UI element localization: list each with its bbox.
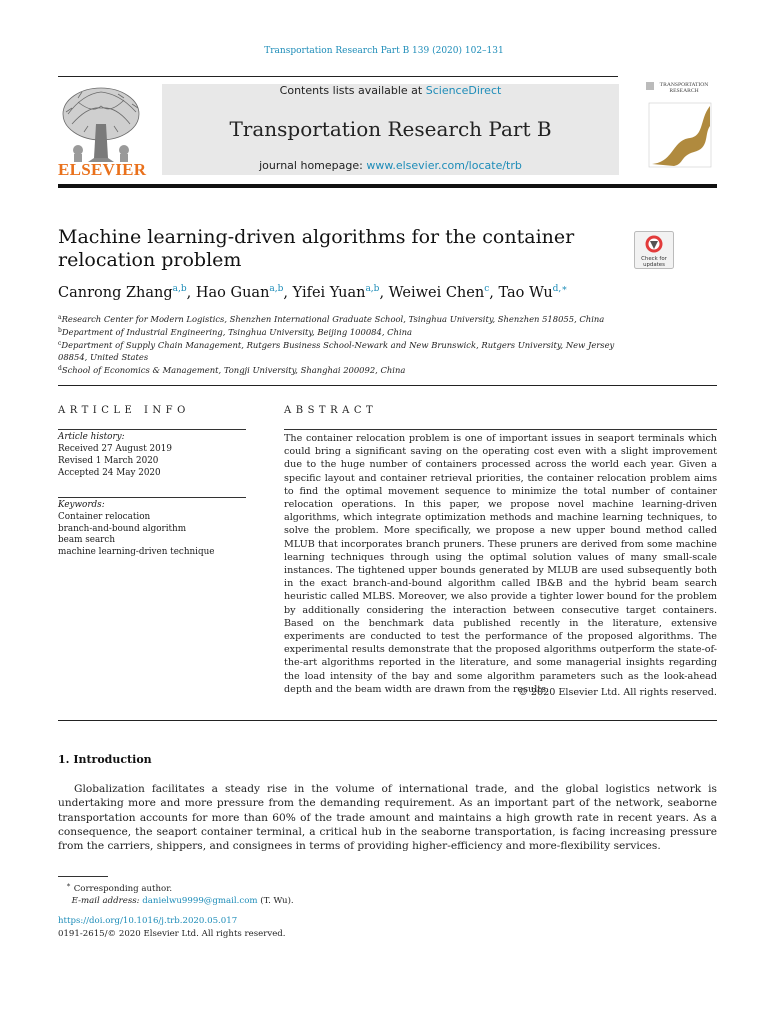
journal-cover-thumbnail[interactable] [644, 78, 716, 174]
paper-title: Machine learning-driven algorithms for the container relocation problem [58, 226, 575, 271]
sciencedirect-link[interactable]: ScienceDirect [425, 84, 502, 97]
footnotes [58, 879, 558, 908]
affiliation-item [58, 363, 618, 376]
footnote-rule [58, 876, 108, 877]
article-history [58, 431, 246, 479]
corresponding-mark: ∗ [66, 881, 71, 889]
email-note [58, 895, 558, 908]
abstract-heading: ABSTRACT [284, 405, 378, 416]
elsevier-wordmark: ELSEVIER [58, 160, 147, 179]
email-label: E-mail address: [71, 896, 140, 907]
abstract-copyright: © 2020 Elsevier Ltd. All rights reserved. [518, 687, 717, 698]
homepage-link[interactable]: www.elsevier.com/locate/trb [366, 159, 522, 172]
revised-date: Revised 1 March 2020 [58, 456, 159, 466]
issn-copyright: 0191-2615/© 2020 Elsevier Ltd. All rights reserved. [58, 928, 286, 939]
cover-title-line2: RESEARCH [669, 88, 699, 94]
author-affiliation-mark[interactable]: a,b [269, 284, 284, 294]
header-top-rule [58, 76, 618, 77]
header-bottom-rule [58, 184, 717, 188]
author-list: Canrong Zhang$^{a,b}$, Hao Guan$^{a,b}$, Yifei Yuan$^{a,b}$, Weiwei Chen$^c$, Tao $Wu^{d,∗}$ [58, 284, 568, 301]
author-affiliation-mark[interactable]: a,b [365, 284, 380, 294]
article-info-heading: ARTICLE INFO [58, 405, 190, 416]
affiliation-key: a [58, 314, 62, 321]
doi-link[interactable]: https://doi.org/10.1016/j.trb.2020.05.017 [58, 916, 238, 926]
section-heading-introduction: 1. Introduction [58, 753, 152, 766]
accepted-date: Accepted 24 May 2020 [58, 468, 161, 478]
affiliation-item [58, 338, 618, 363]
affiliation-text: School of Economics & Management, Tongji University, Shanghai 200092, China [61, 365, 406, 375]
affiliation-key: b [58, 327, 62, 334]
contents-prefix: Contents lists available at [279, 84, 426, 97]
article-info-rule [58, 429, 246, 430]
keyword-item: Container relocation [58, 511, 151, 522]
affiliation-item [58, 325, 618, 338]
journal-title: Transportation Research Part B [229, 117, 552, 141]
author-affiliation-mark[interactable]: a,b [172, 284, 187, 294]
contents-line [162, 84, 619, 97]
abstract-rule [284, 429, 717, 430]
homepage-prefix: journal homepage: [259, 159, 367, 172]
keywords-label: Keywords: [58, 500, 105, 510]
check-updates-line2: updates [643, 262, 665, 268]
keyword-item: branch-and-bound algorithm [58, 523, 187, 534]
doi-block [58, 915, 558, 940]
keywords [58, 500, 246, 559]
author-affiliation-mark[interactable]: c [484, 284, 490, 294]
author-name[interactable]: Weiwei Chen [388, 285, 485, 301]
author-affiliation-mark[interactable]: d,∗ [552, 284, 568, 294]
journal-citation[interactable]: Transportation Research Part B 139 (2020) 102–131 [264, 46, 504, 56]
corresponding-text: Corresponding author. [73, 883, 173, 894]
affiliation-item [58, 312, 618, 325]
received-date: Received 27 August 2019 [58, 444, 172, 454]
affiliation-text: Department of Supply Chain Management, Rutgers Business School-Newark and New Brunswick, Rutgers University, New Jersey 08854, United States [58, 340, 615, 362]
section-divider [58, 385, 717, 386]
abstract-text: The container relocation problem is one of important issues in seaport terminals which could bring a significant saving on the operating cost even with a slight improvement due to the huge number of containers processed across the world each year. Given a specific layout and container retrieval priorities, the container relocation problem aims to find the optimal movement sequence to minimize the total number of container relocation operations. In this paper, we propose novel machine learning-driven algorithms, which integrate optimization methods and machine learning techniques, to solve the problem. More specifically, we propose a new upper bound method called MLUB that incorporates branch pruners. These pruners are derived from some machine learning techniques through using the optimal solution values of many small-scale instances. The tightened upper bounds generated by MLUB are used subsequently both in the exact branch-and-bound algorithm called IB&B and the hybrid beam search heuristic called MLBS. Moreover, we also provide a tighter lower bound for the problem by additionally considering the interaction between consecutive target containers. Based on the benchmark data published recently in the literature, extensive experiments are conducted to test the performance of the proposed algorithms. The experimental results demonstrate that the proposed algorithms outperform the state-of-the-art algorithms reported in the literature, and some managerial insights regarding the load intensity of the bay and some algorithm parameters such as the look-ahead depth and the beam width are drawn from the results. [284, 433, 717, 695]
journal-homepage-line [162, 159, 619, 172]
author-name[interactable]: Canrong Zhang [58, 285, 173, 301]
check-updates-line1: Check for [641, 256, 667, 262]
cover-title-line1: TRANSPORTATION [659, 82, 709, 88]
affiliation-key: c [58, 340, 62, 347]
author-name[interactable]: Yifei Yuan [292, 285, 366, 301]
author-name[interactable]: Tao Wu [498, 285, 553, 301]
affiliation-key: d [58, 365, 62, 372]
keyword-item: beam search [58, 535, 115, 546]
history-label: Article history: [58, 432, 125, 442]
affiliation-text: Research Center for Modern Logistics, Shenzhen International Graduate School, Tsinghua University, Shenzhen 518055, China [61, 314, 605, 324]
corresponding-author-note [58, 879, 558, 895]
keyword-item: machine learning-driven technique [58, 547, 215, 558]
affiliations [58, 312, 618, 376]
section-divider [58, 720, 717, 721]
keywords-rule [58, 497, 246, 498]
email-suffix: (T. Wu). [257, 896, 294, 907]
affiliation-text: Department of Industrial Engineering, Tsinghua University, Beijing 100084, China [61, 327, 413, 337]
check-for-updates-badge[interactable] [634, 231, 674, 269]
author-name[interactable]: Hao Guan [195, 285, 270, 301]
email-link[interactable]: danielwu9999@gmail.com [142, 896, 258, 907]
introduction-paragraph: Globalization facilitates a steady rise in the volume of international trade, and the global logistics network is undertaking more and more pressure from the demanding requirement. As an important part of the network, seaborne transportation accounts for more than 60% of the trade amount and maintains a high growth rate in recent years. As a consequence, the seaport container terminal, a critical hub in the seaborne transportation, is facing increasing pressure from the carriers, shippers, and consignees in terms of providing higher-efficiency and more-flexibility services. [58, 783, 717, 853]
